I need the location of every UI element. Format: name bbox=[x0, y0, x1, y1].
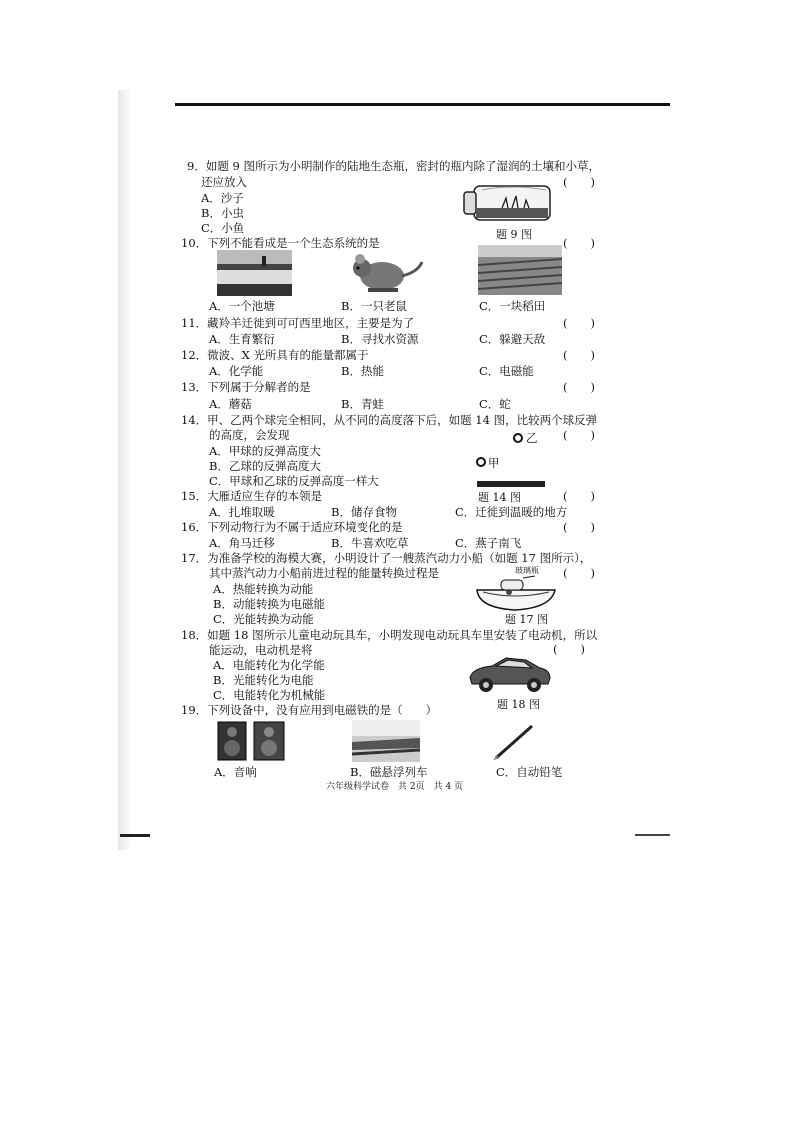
q10-answer-blank[interactable]: ( ) bbox=[563, 236, 595, 250]
page-footer: 六年级科学试卷 共 2页 共 4 页 bbox=[326, 782, 464, 792]
top-rule bbox=[175, 103, 670, 106]
ball-jia-label: 甲 bbox=[488, 456, 500, 470]
scan-shadow bbox=[118, 90, 132, 850]
q12-stem: 12．微波、X 光所具有的能量都属于 bbox=[181, 348, 369, 362]
q19-option-b[interactable]: B．磁悬浮列车 bbox=[350, 765, 428, 779]
q18-option-b[interactable]: B．光能转化为电能 bbox=[213, 673, 314, 687]
q13-option-a[interactable]: A．蘑菇 bbox=[209, 397, 252, 411]
q12-answer-blank[interactable]: ( ) bbox=[563, 348, 595, 362]
q16-stem: 16．下列动物行为不属于适应环境变化的是 bbox=[181, 520, 403, 534]
q14-option-b[interactable]: B．乙球的反弹高度大 bbox=[209, 459, 321, 473]
toy-car-image bbox=[466, 656, 552, 694]
steam-boat-image bbox=[475, 574, 557, 612]
pond-image bbox=[217, 250, 292, 296]
q17-option-b[interactable]: B．动能转换为电磁能 bbox=[213, 597, 325, 611]
q9-stem-cont: 还应放入 bbox=[201, 175, 247, 189]
q19-option-c[interactable]: C．自动铅笔 bbox=[496, 765, 563, 779]
q14-option-a[interactable]: A．甲球的反弹高度大 bbox=[209, 444, 321, 458]
q18-answer-blank[interactable]: ( ) bbox=[553, 642, 585, 656]
q10-option-a[interactable]: A．一个池塘 bbox=[209, 299, 275, 313]
q11-option-c[interactable]: C．躲避天敌 bbox=[479, 332, 546, 346]
q15-option-c[interactable]: C．迁徙到温暖的地方 bbox=[455, 505, 568, 519]
bottom-mark-right bbox=[635, 834, 670, 836]
q16-answer-blank[interactable]: ( ) bbox=[563, 520, 595, 534]
q14-stem: 14．甲、乙两个球完全相同，从不同的高度落下后，如题 14 图，比较两个球反弹 bbox=[181, 413, 598, 427]
q18-figure-caption: 题 18 图 bbox=[497, 698, 540, 711]
q9-option-a[interactable]: A．沙子 bbox=[201, 191, 244, 205]
speaker-image bbox=[216, 720, 286, 762]
q13-option-c[interactable]: C．蛇 bbox=[479, 397, 511, 411]
q12-option-a[interactable]: A．化学能 bbox=[209, 364, 264, 378]
q11-option-b[interactable]: B．寻找水资源 bbox=[341, 332, 419, 346]
q14-stem-cont: 的高度，会发现 bbox=[209, 428, 290, 442]
q15-answer-blank[interactable]: ( ) bbox=[563, 489, 595, 503]
bottom-mark-left bbox=[120, 834, 150, 837]
q18-option-a[interactable]: A．电能转化为化学能 bbox=[213, 658, 325, 672]
q18-stem: 18．如题 18 图所示儿童电动玩具车，小明发现电动玩具车里安装了电动机，所以 bbox=[181, 628, 598, 642]
q19-option-a[interactable]: A．音响 bbox=[214, 765, 257, 779]
mouse-image bbox=[348, 252, 424, 294]
q12-option-c[interactable]: C．电磁能 bbox=[479, 364, 534, 378]
q16-option-c[interactable]: C．燕子南飞 bbox=[455, 536, 522, 550]
q18-stem-cont: 能运动，电动机是将 bbox=[209, 643, 313, 657]
q11-option-a[interactable]: A．生育繁衍 bbox=[209, 332, 275, 346]
q15-stem: 15．大雁适应生存的本领是 bbox=[181, 489, 323, 503]
q9-figure-caption: 题 9 图 bbox=[496, 228, 532, 241]
ball-jia-icon bbox=[475, 456, 487, 468]
q17-figure-caption: 题 17 图 bbox=[505, 613, 548, 626]
q17-stem-cont: 其中蒸汽动力小船前进过程的能量转换过程是 bbox=[209, 566, 439, 580]
q17-answer-blank[interactable]: ( ) bbox=[563, 566, 595, 580]
rice-field-image bbox=[478, 245, 562, 295]
q9-option-c[interactable]: C．小鱼 bbox=[201, 221, 245, 235]
q12-option-b[interactable]: B．热能 bbox=[341, 364, 384, 378]
ball-yi-label: 乙 bbox=[526, 431, 538, 445]
q14-figure-caption: 题 14 图 bbox=[478, 491, 521, 504]
ecosystem-bottle-image bbox=[462, 180, 554, 226]
q9-stem: 9．如题 9 图所示为小明制作的陆地生态瓶，密封的瓶内除了湿润的土壤和小草， bbox=[187, 159, 600, 173]
q11-stem: 11．藏羚羊迁徙到可可西里地区，主要是为了 bbox=[181, 316, 415, 330]
q9-answer-blank[interactable]: ( ) bbox=[563, 175, 595, 189]
q14-answer-blank[interactable]: ( ) bbox=[563, 428, 595, 442]
q10-option-b[interactable]: B．一只老鼠 bbox=[341, 299, 407, 313]
q14-option-c[interactable]: C．甲球和乙球的反弹高度一样大 bbox=[209, 474, 379, 488]
q13-answer-blank[interactable]: ( ) bbox=[563, 380, 595, 394]
maglev-train-image bbox=[352, 720, 420, 762]
q15-option-b[interactable]: B．储存食物 bbox=[331, 505, 397, 519]
ball-yi-icon bbox=[512, 432, 524, 444]
mechanical-pencil-image bbox=[492, 722, 536, 762]
q10-option-c[interactable]: C．一块稻田 bbox=[479, 299, 546, 313]
q13-option-b[interactable]: B．青蛙 bbox=[341, 397, 384, 411]
q11-answer-blank[interactable]: ( ) bbox=[563, 316, 595, 330]
q10-stem: 10．下列不能看成是一个生态系统的是 bbox=[181, 236, 380, 250]
q16-option-a[interactable]: A．角马迁移 bbox=[209, 536, 275, 550]
q15-option-a[interactable]: A．扎堆取暖 bbox=[209, 505, 275, 519]
q17-option-c[interactable]: C．光能转换为动能 bbox=[213, 612, 314, 626]
q17-stem: 17．为准备学校的海模大赛，小明设计了一艘蒸汽动力小船（如题 17 图所示）， bbox=[181, 551, 592, 565]
q13-stem: 13．下列属于分解者的是 bbox=[181, 380, 311, 394]
q17-option-a[interactable]: A．热能转换为动能 bbox=[213, 582, 314, 596]
q17-glass-bottle-label: 玻璃瓶 bbox=[515, 566, 539, 575]
q9-option-b[interactable]: B．小虫 bbox=[201, 206, 244, 220]
q19-stem: 19．下列设备中，没有应用到电磁铁的是（ ） bbox=[181, 703, 438, 717]
q18-option-c[interactable]: C．电能转化为机械能 bbox=[213, 688, 326, 702]
q16-option-b[interactable]: B．牛喜欢吃草 bbox=[331, 536, 409, 550]
ground-bar bbox=[477, 481, 545, 487]
